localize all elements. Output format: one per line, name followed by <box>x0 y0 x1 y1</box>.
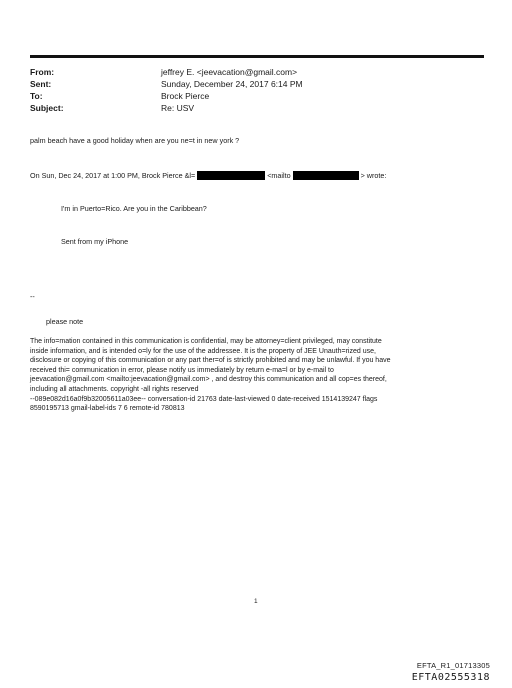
disclaimer-line: disclosure or copying of this communication or any part ther=of is strictly prohibited and may be unlawful. If you have <box>30 357 391 365</box>
quote-suffix: > wrote: <box>360 171 387 180</box>
footer-ref-2: EFTA02555318 <box>411 672 490 683</box>
page-number: 1 <box>254 598 258 605</box>
reply-line: palm beach have a good holiday when are you ne=t in new york ? <box>30 136 240 145</box>
disclaimer-line: including all attachments. copyright -all rights reserved <box>30 385 199 393</box>
quoted-message: I'm in Puerto=Rico. Are you in the Caribbean? <box>61 204 207 213</box>
from-value: jeffrey E. <jeevacation@gmail.com> <box>161 67 298 77</box>
footer-ref-1: EFTA_R1_01713305 <box>416 661 490 670</box>
disclaimer-line: The info=mation contained in this communication is confidential, may be attorney=client privileged, may constitute <box>30 338 382 345</box>
disclaimer-line: 8590195713 gmail-label-ids 7 6 remote-id 780813 <box>30 405 185 413</box>
quote-header <box>30 171 386 181</box>
sent-value: Sunday, December 24, 2017 6:14 PM <box>161 79 303 89</box>
redaction-box <box>293 171 359 180</box>
disclaimer-line: received thi= communication in error, please notify us immediately by return e-ma=l or by e-mail to <box>30 366 334 374</box>
to-label: To: <box>30 91 43 101</box>
quote-prefix: On Sun, Dec 24, 2017 at 1:00 PM, Brock Pierce &l= <box>30 171 196 180</box>
quoted-signature: Sent from my iPhone <box>61 237 129 246</box>
disclaimer-line: --089e082d16a0f9b32005611a03ee-- conversation-id 21763 date-last-viewed 0 date-received 1514139247 flags <box>30 395 378 403</box>
disclaimer <box>30 337 490 414</box>
from-label: From: <box>30 67 55 77</box>
disclaimer-line: jeevacation@gmail.com <mailto:jeevacation@gmail.com> , and destroy this communication and all cop=es thereof, <box>30 376 387 384</box>
to-value: Brock Pierce <box>161 91 210 101</box>
sent-label: Sent: <box>30 79 52 89</box>
quote-mailto: <mailto <box>267 171 291 180</box>
redaction-box <box>197 171 265 180</box>
subject-value: Re: USV <box>161 103 195 113</box>
please-note: please note <box>46 317 84 326</box>
header-rule <box>30 55 484 58</box>
subject-label: Subject: <box>30 103 64 113</box>
signature-separator: -- <box>30 292 35 301</box>
disclaimer-line: inside information, and is intended o=ly for the use of the addressee. It is the property of JEE Unauth=rized use, <box>30 347 376 355</box>
